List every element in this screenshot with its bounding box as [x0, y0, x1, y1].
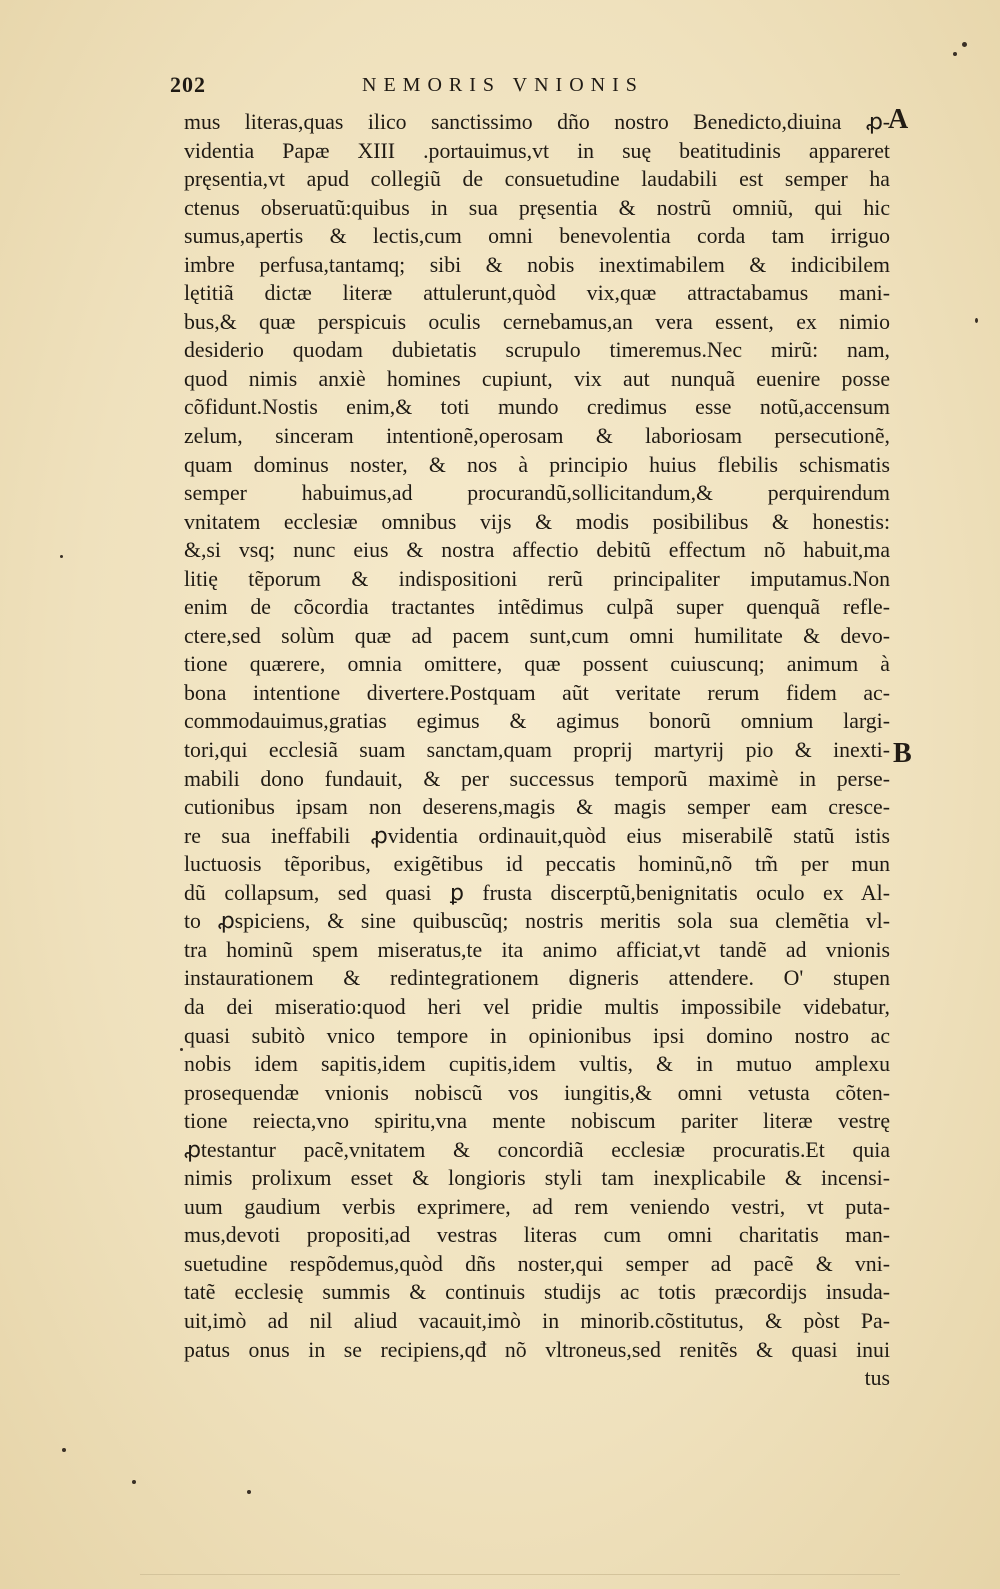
text-line: mus,devoti propositi,ad vestras literas cum omni charitatis man- [184, 1223, 890, 1248]
running-head: NEMORIS VNIONIS [362, 74, 644, 96]
ink-speck [132, 1480, 136, 1484]
margin-letter-b: B [893, 738, 912, 769]
page-edge [140, 1574, 900, 1575]
text-line: &,si vsq; nunc eius & nostra affectio debitũ effectum nõ habuit,ma [184, 538, 890, 563]
text-line: patus onus in se recipiens,qđ nõ vltroneus,sed renitẽs & quasi inui [184, 1337, 890, 1362]
text-line: bona intentione divertere.Postquam aũt veritate rerum fidem ac- [184, 680, 890, 705]
text-line: litię tẽporum & indispositioni rerũ principaliter imputamus.Non [184, 566, 890, 591]
text-line: ctere,sed solùm quæ ad pacem sunt,cum omni humilitate & devo- [184, 623, 890, 648]
page-number: 202 [170, 72, 206, 97]
text-line: vnitatem ecclesiæ omnibus vijs & modis posibilibus & honestis: [184, 509, 890, 534]
text-line: tatẽ ecclesię summis & continuis studijs ac totis præcordijs insuda- [184, 1280, 890, 1305]
text-line: tra hominũ spem miseratus,te ita animo afficiat,vt tandẽ ad vnionis [184, 937, 890, 962]
ink-speck [60, 555, 63, 558]
text-line: prosequendæ vnionis nobiscũ vos iungitis,& omni vetusta cõten- [184, 1080, 890, 1105]
text-line: to ꝓspiciens, & sine quibuscũq; nostris meritis sola sua clemẽtia vl- [184, 909, 890, 934]
text-line: lętitiã dictæ literæ attulerunt,quòd vix,quæ attractabamus mani- [184, 281, 890, 306]
ink-speck [62, 1448, 66, 1452]
ink-speck [975, 318, 978, 323]
text-line: bus,& quæ perspicuis oculis cernebamus,an vera essent, ex nimio [184, 309, 890, 334]
text-line: imbre perfusa,tantamq; sibi & nobis inextimabilem & indicibilem [184, 252, 890, 277]
text-line: desiderio quodam dubietatis scrupulo timeremus.Nec mirũ: nam, [184, 338, 890, 363]
text-line: tus [864, 1366, 890, 1391]
text-line: tione quærere, omnia omittere, quæ possent cuiuscunq; animum à [184, 652, 890, 677]
text-line: pręsentia,vt apud collegiũ de consuetudine laudabili est semper ha [184, 167, 890, 192]
text-line: quasi subitò vnico tempore in opinionibus ipsi domino nostro ac [184, 1023, 890, 1048]
text-line: quod nimis anxiè homines cupiunt, vix aut nunquã euenire posse [184, 366, 890, 391]
text-line: ctenus obseruatũ:quibus in sua pręsentia & nostrũ omniũ, qui hic [184, 195, 890, 220]
text-line: ꝓtestantur pacẽ,vnitatem & concordiã ecclesiæ procuratis.Et quia [184, 1137, 890, 1162]
text-line: suetudine respõdemus,quòd dñs noster,qui semper ad pacẽ & vni- [184, 1251, 890, 1276]
text-line: tione reiecta,vno spiritu,vna mente nobiscum pariter literæ vestrę [184, 1109, 890, 1134]
text-line: dũ collapsum, sed quasi ꝑ frusta discerptũ,benignitatis oculo ex Al- [184, 880, 890, 905]
ink-speck [247, 1490, 251, 1494]
text-line: cõfidunt.Nostis enim,& toti mundo credimus esse notũ,accensum [184, 395, 890, 420]
text-line: nobis idem sapitis,idem cupitis,idem vultis, & in mutuo amplexu [184, 1052, 890, 1077]
text-line: videntia Papæ XIII .portauimus,vt in suę beatitudinis appareret [184, 138, 890, 163]
ink-speck [962, 42, 967, 47]
text-line: luctuosis tẽporibus, exigẽtibus id peccatis hominũ,nõ tm̃ per mun [184, 852, 890, 877]
page-header [170, 72, 710, 102]
text-line: re sua ineffabili ꝓvidentia ordinauit,quòd eius miserabilẽ statũ istis [184, 823, 890, 848]
text-line: commodauimus,gratias egimus & agimus bonorũ omnium largi- [184, 709, 890, 734]
text-line: da dei miseratio:quod heri vel pridie multis impossibile videbatur, [184, 994, 890, 1019]
text-line: quam dominus noster, & nos à principio huius flebilis schismatis [184, 452, 890, 477]
text-line: enim de cõcordia tractantes intẽdimus culpã super quenquã refle- [184, 595, 890, 620]
text-line: mabili dono fundauit, & per successus temporũ maximè in perse- [184, 766, 890, 791]
text-line: instaurationem & redintegrationem digneris attendere. O' stupen [184, 966, 890, 991]
ink-speck [180, 1048, 183, 1051]
margin-letter-a: A [888, 104, 909, 135]
text-line: zelum, sinceram intentionẽ,operosam & laboriosam persecutionẽ, [184, 424, 890, 449]
text-line: nimis prolixum esset & longioris styli tam inexplicabile & incensi- [184, 1166, 890, 1191]
text-line: uum gaudium verbis exprimere, ad rem veniendo vestri, vt puta- [184, 1194, 890, 1219]
text-line: mus literas,quas ilico sanctissimo dño nostro Benedicto,diuina ꝓ- [184, 110, 890, 134]
body-text [184, 108, 890, 1393]
text-line: sumus,apertis & lectis,cum omni benevolentia corda tam irriguo [184, 224, 890, 249]
text-line: uit,imò ad nil aliud vacauit,imò in minorib.cõstitutus, & pòst Pa- [184, 1308, 890, 1333]
ink-speck [953, 52, 957, 56]
text-line: tori,qui ecclesiã suam sanctam,quam proprij martyrij pio & inexti- [184, 738, 890, 763]
text-line: semper habuimus,ad procurandũ,sollicitandum,& perquirendum [184, 481, 890, 506]
text-line: cutionibus ipsam non deserens,magis & magis semper eam cresce- [184, 795, 890, 820]
